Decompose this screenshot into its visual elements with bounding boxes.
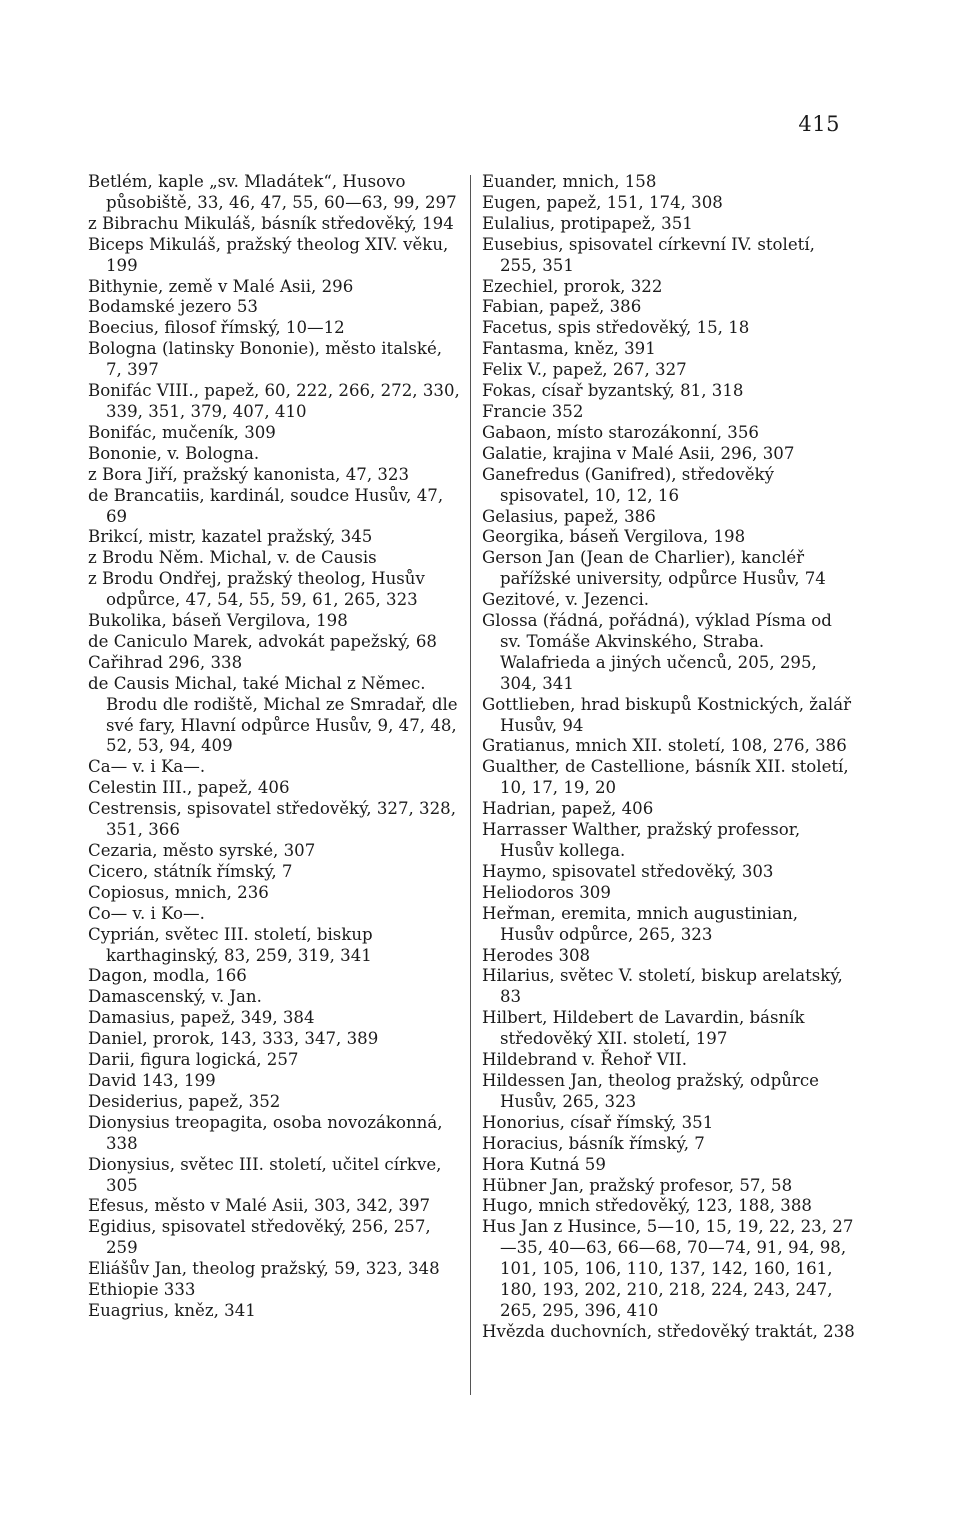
index-entry: Gezitové, v. Jezenci. [482, 590, 650, 610]
index-entry: Gualther, de Castellione, básník XII. století, 10, 17, 19, 20 [482, 757, 849, 798]
index-entry: Heřman, eremita, mnich augustinian, Husův odpůrce, 265, 323 [482, 903, 799, 944]
index-entry: Daniel, prorok, 143, 333, 347, 389 [88, 1029, 379, 1049]
index-entry: Efesus, město v Malé Asii, 303, 342, 397 [88, 1196, 431, 1216]
index-entry: David 143, 199 [88, 1070, 216, 1090]
index-entry: Fokas, císař byzantský, 81, 318 [482, 381, 744, 401]
index-entry: Haymo, spisovatel středověký, 303 [482, 861, 774, 881]
index-entry: Celestin III., papež, 406 [88, 778, 290, 798]
index-entry: Brikcí, mistr, kazatel pražský, 345 [88, 527, 373, 547]
index-entry: Horacius, básník římský, 7 [482, 1133, 705, 1153]
index-entry: Fantasma, kněz, 391 [482, 339, 656, 359]
index-entry: Bithynie, země v Malé Asii, 296 [88, 276, 354, 296]
index-entry: Harrasser Walther, pražský professor, Husův kollega. [482, 820, 801, 860]
index-entry: Francie 352 [482, 401, 584, 421]
index-entry: Cyprián, světec III. století, biskup karthaginský, 83, 259, 319, 341 [88, 924, 373, 965]
index-entry: Gelasius, papež, 386 [482, 506, 656, 526]
index-entry: de Brancatiis, kardinál, soudce Husův, 47, 69 [88, 485, 444, 526]
index-entry: z Bibrachu Mikuláš, básník středověký, 194 [88, 213, 454, 233]
index-entry: Hus Jan z Husince, 5—10, 15, 19, 22, 23, 27—35, 40—63, 66—68, 70—74, 91, 94, 98, 101, 105, 106, 110, 137, 142, 160, 161, 180, 193, 202, 210, 218, 224, 243, 247, 265, 295, 396, 410 [482, 1217, 854, 1320]
index-entry: Heliodoros 309 [482, 882, 611, 902]
index-entry: Euander, mnich, 158 [482, 172, 657, 191]
index-entry: Eliášův Jan, theolog pražský, 59, 323, 348 [88, 1259, 440, 1279]
index-entry: Facetus, spis středověký, 15, 18 [482, 318, 750, 338]
index-entry: Gratianus, mnich XII. století, 108, 276, 386 [482, 736, 847, 756]
index-entry: Biceps Mikuláš, pražský theolog XIV. věku, 199 [88, 234, 449, 275]
index-entry: Darii, figura logická, 257 [88, 1050, 299, 1070]
index-entry: Fabian, papež, 386 [482, 297, 642, 317]
index-entry: Eulalius, protipapež, 351 [482, 213, 693, 233]
index-entry: Eusebius, spisovatel církevní IV. století, 255, 351 [482, 234, 815, 275]
index-entry: Ezechiel, prorok, 322 [482, 276, 663, 296]
index-entry: Honorius, císař římský, 351 [482, 1112, 714, 1132]
index-entry: de Caniculo Marek, advokát papežský, 68 [88, 631, 437, 651]
index-entry: Dagon, modla, 166 [88, 966, 247, 986]
index-entry: Georgika, báseň Vergilova, 198 [482, 527, 746, 547]
index-entry: Felix V., papež, 267, 327 [482, 360, 687, 380]
index-column-right [482, 172, 857, 1343]
index-entry: Cezaria, město syrské, 307 [88, 841, 316, 860]
index-entry: Desiderius, papež, 352 [88, 1091, 281, 1111]
index-entry: Glossa (řádná, pořádná), výklad Písma od sv. Tomáše Akvinského, Straba. Walafrieda a jiných učenců, 205, 295, 304, 341 [482, 611, 832, 693]
index-entry: Co— v. i Ko—. [88, 903, 205, 923]
index-entry: Hildessen Jan, theolog pražský, odpůrce Husův, 265, 323 [482, 1070, 819, 1111]
index-entry: Hugo, mnich středověký, 123, 188, 388 [482, 1196, 812, 1216]
index-entry: Ganefredus (Ganifred), středověký spisovatel, 10, 12, 16 [482, 464, 774, 505]
index-entry: Hora Kutná 59 [482, 1154, 606, 1174]
index-entry: z Brodu Něm. Michal, v. de Causis [88, 548, 377, 568]
index-entry: z Brodu Ondřej, pražský theolog, Husův odpůrce, 47, 54, 55, 59, 61, 265, 323 [88, 569, 425, 610]
index-entry: Bonifác VIII., papež, 60, 222, 266, 272, 330, 339, 351, 379, 407, 410 [88, 381, 460, 421]
index-entry: Cicero, státník římský, 7 [88, 861, 293, 881]
index-entry: Dionysius treopagita, osoba novozákonná, 338 [88, 1112, 443, 1153]
index-entry: z Bora Jiří, pražský kanonista, 47, 323 [88, 464, 410, 484]
index-entry: Herodes 308 [482, 945, 591, 965]
index-entry: Ca— v. i Ka—. [88, 757, 206, 777]
index-entry: Cestrensis, spisovatel středověký, 327, 328, 351, 366 [88, 799, 457, 840]
index-entry: Hilbert, Hildebert de Lavardin, básník středověký XII. století, 197 [482, 1008, 805, 1049]
index-entry: Egidius, spisovatel středověký, 256, 257, 259 [88, 1217, 431, 1258]
index-entry: Hildebrand v. Řehoř VII. [482, 1050, 688, 1070]
index-entry: Dionysius, světec III. století, učitel církve, 305 [88, 1154, 442, 1195]
index-entry: Bodamské jezero 53 [88, 297, 258, 317]
index-entry: Cařihrad 296, 338 [88, 652, 243, 672]
index-entry: Bonifác, mučeník, 309 [88, 422, 276, 442]
index-entry: Damascenský, v. Jan. [88, 987, 262, 1007]
index-entry: Eugen, papež, 151, 174, 308 [482, 192, 723, 212]
index-entry: Copiosus, mnich, 236 [88, 882, 269, 902]
index-entry: Damasius, papež, 349, 384 [88, 1008, 315, 1028]
index-column-left [88, 172, 460, 1322]
index-entry: Bononie, v. Bologna. [88, 443, 260, 463]
page-number: 415 [798, 112, 840, 136]
column-divider [470, 175, 471, 1395]
index-entry: Bologna (latinsky Bononie), město italské, 7, 397 [88, 339, 443, 380]
index-entry: Boecius, filosof římský, 10—12 [88, 318, 345, 338]
index-entry: Euagrius, kněz, 341 [88, 1300, 256, 1320]
index-entry: Hilarius, světec V. století, biskup arelatský, 83 [482, 966, 843, 1007]
index-entry: Hübner Jan, pražský profesor, 57, 58 [482, 1175, 793, 1195]
index-entry: Hvězda duchovních, středověký traktát, 238 [482, 1321, 855, 1341]
index-entry: Betlém, kaple „sv. Mladátek“, Husovo působiště, 33, 46, 47, 55, 60—63, 99, 297 [88, 172, 457, 212]
index-entry: Gabaon, místo starozákonní, 356 [482, 422, 759, 442]
index-entry: Ethiopie 333 [88, 1280, 196, 1300]
index-entry: Hadrian, papež, 406 [482, 799, 654, 819]
index-entry: Galatie, krajina v Malé Asii, 296, 307 [482, 443, 795, 463]
index-entry: Bukolika, báseň Vergilova, 198 [88, 611, 348, 631]
index-entry: Gerson Jan (Jean de Charlier), kancléř pařížské university, odpůrce Husův, 74 [482, 548, 826, 589]
index-entry: Gottlieben, hrad biskupů Kostnických, žalář Husův, 94 [482, 694, 852, 735]
index-entry: de Causis Michal, také Michal z Němec. Brodu dle rodiště, Michal ze Smradař, dle své fary, Hlavní odpůrce Husův, 9, 47, 48, 52, 53, 94, 409 [88, 673, 458, 756]
